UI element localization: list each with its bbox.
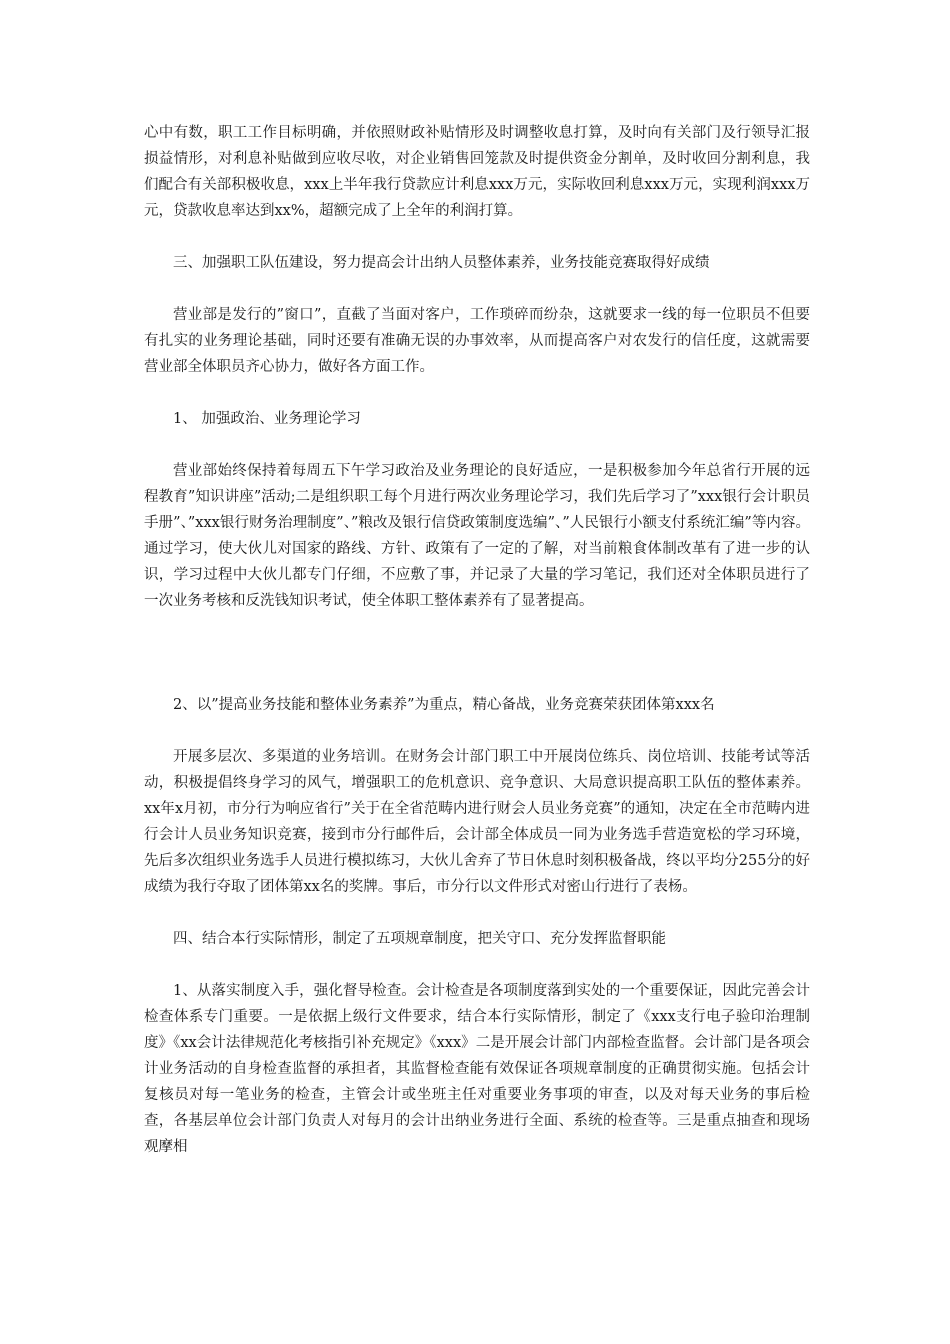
- paragraph-4: 开展多层次、多渠道的业务培训。在财务会计部门职工中开展岗位练兵、岗位培训、技能考试等活动，积极提倡终身学习的风气，增强职工的危机意识、竞争意识、大局意识提高职工队伍的整体素养。xx年x月初，市分行为响应省行”关于在全省范畴内进行财会人员业务竞赛”的通知，决定在全市范畴内进行会计人员业务知识竞赛，接到市分行邮件后，会计部全体成员一同为业务选手营造宽松的学习环境，先后多次组织业务选手人员进行模拟练习，大伙儿舍弃了节日休息时刻积极备战，终以平均分255分的好成绩为我行夺取了团体第xx名的奖牌。事后，市分行以文件形式对密山行进行了表杨。: [144, 749, 810, 895]
- paragraph-5: 1、从落实制度入手，强化督导检查。会计检查是各项制度落到实处的一个重要保证，因此完善会计检查体系专门重要。一是依据上级行文件要求，结合本行实际情形，制定了《xxx支行电子验印治理制度》《xx会计法律规范化考核指引补充规定》《xxx》二是开展会计部门内部检查监督。会计部门是各项会计业务活动的自身检查监督的承担者，其监督检查能有效保证各项规章制度的正确贯彻实施。包括会计复核员对每一笔业务的检查，主管会计或坐班主任对重要业务事项的审查，以及对每天业务的事后检查，各基层单位会计部门负责人对每月的会计出纳业务进行全面、系统的检查等。三是重点抽查和现场观摩相: [144, 983, 810, 1155]
- paragraph-2: 营业部是发行的”窗口”，直截了当面对客户，工作琐碎而纷杂，这就要求一线的每一位职员不但要有扎实的业务理论基础，同时还要有准确无误的办事效率，从而提高客户对农发行的信任度，这就需要营业部全体职员齐心协力，做好各方面工作。: [144, 307, 810, 375]
- section-heading-3: 三、加强职工队伍建设，努力提高会计出纳人员整体素养，业务技能竞赛取得好成绩: [173, 255, 710, 271]
- subheading-1: 1、 加强政治、业务理论学习: [173, 411, 361, 427]
- paragraph-3: 营业部始终保持着每周五下午学习政治及业务理论的良好适应，一是积极参加今年总省行开展的远程教育”知识讲座”活动;二是组织职工每个月进行两次业务理论学习，我们先后学习了”xxx银行会计职员手册”、”xxx银行财务治理制度”、”粮改及银行信贷政策制度选编”、”人民银行小额支付系统汇编”等内容。通过学习，使大伙儿对国家的路线、方针、政策有了一定的了解，对当前粮食体制改革有了进一步的认识，学习过程中大伙儿都专门仔细，不应敷了事，并记录了大量的学习笔记，我们还对全体职员进行了一次业务考核和反洗钱知识考试，使全体职工整体素养有了显著提高。: [144, 463, 810, 609]
- section-heading-4: 四、结合本行实际情形，制定了五项规章制度，把关守口、充分发挥监督职能: [173, 931, 666, 947]
- paragraph-1: 心中有数，职工工作目标明确，并依照财政补贴情形及时调整收息打算，及时向有关部门及行领导汇报损益情形，对利息补贴做到应收尽收，对企业销售回笼款及时提供资金分割单，及时收回分割利息，我们配合有关部积极收息，xxx上半年我行贷款应计利息xxx万元，实际收回利息xxx万元，实现利润xxx万元，贷款收息率达到xx%，超额完成了上全年的利润打算。: [144, 125, 810, 219]
- subheading-2: 2、以”提高业务技能和整体业务素养”为重点，精心备战，业务竞赛荣获团体第xxx名: [173, 697, 715, 713]
- document-body: [144, 120, 810, 1160]
